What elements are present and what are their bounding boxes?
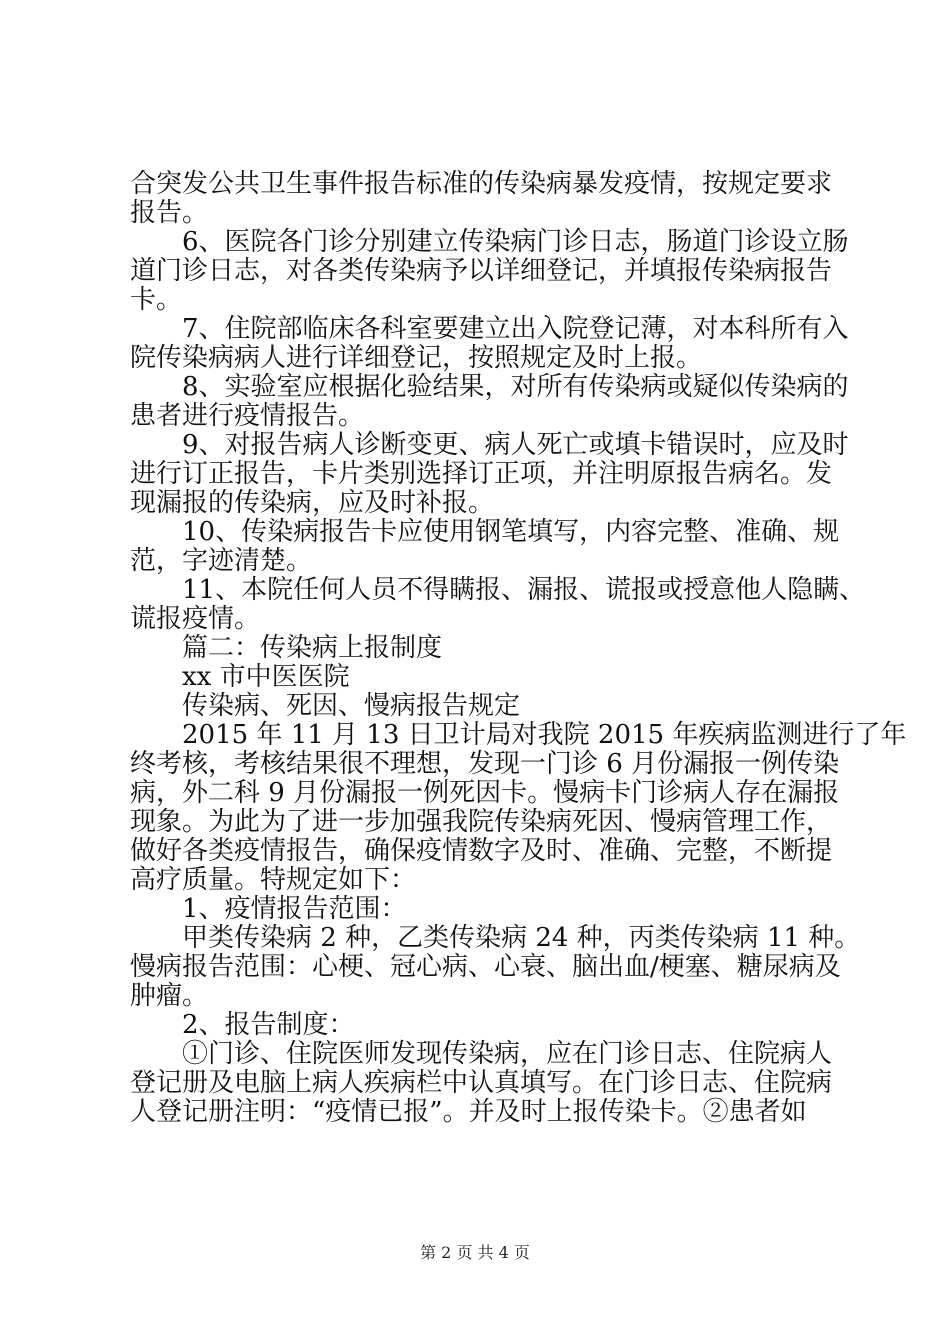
regulation-title: 传染病、死因、慢病报告规定	[182, 691, 521, 721]
document-body	[130, 169, 907, 1127]
text-line: 9、对报告病人诊断变更、病人死亡或填卡错误时，应及时	[182, 430, 849, 460]
text-line: 院传染病病人进行详细登记，按照规定及时上报。	[130, 343, 703, 373]
text-line: 做好各类疫情报告，确保疫情数字及时、准确、完整，不断提	[130, 836, 833, 866]
text-line: 2015 年 11 月 13 日卫计局对我院 2015 年疾病监测进行了年	[182, 720, 907, 750]
text-line: 道门诊日志，对各类传染病予以详细登记，并填报传染病报告	[130, 256, 833, 286]
text-line: 7、住院部临床各科室要建立出入院登记薄，对本科所有入	[182, 314, 849, 344]
page-number-footer: 第 2 页 共 4 页	[420, 1243, 530, 1262]
text-line: 谎报疫情。	[130, 604, 261, 634]
text-line: 报告。	[130, 198, 209, 228]
text-line: 卡。	[130, 285, 183, 315]
text-line: 病，外二科 9 月份漏报一例死因卡。慢病卡门诊病人存在漏报	[130, 778, 840, 808]
text-line: 11、本院任何人员不得瞒报、漏报、谎报或授意他人隐瞒、	[182, 575, 866, 605]
text-line: 慢病报告范围：心梗、冠心病、心衰、脑出血/梗塞、糖尿病及	[130, 952, 841, 982]
text-line: 肿瘤。	[130, 981, 209, 1011]
text-line: 人登记册注明：“疫情已报”。并及时上报传染卡。②患者如	[130, 1097, 807, 1127]
text-line: 终考核，考核结果很不理想，发现一门诊 6 月份漏报一例传染	[130, 749, 840, 779]
text-line: 现漏报的传染病，应及时补报。	[130, 488, 495, 518]
text-line: ①门诊、住院医师发现传染病，应在门诊日志、住院病人	[182, 1039, 833, 1069]
text-line: 甲类传染病 2 种，乙类传染病 24 种，丙类传染病 11 种。	[182, 923, 861, 953]
text-line: 6、医院各门诊分别建立传染病门诊日志，肠道门诊设立肠	[182, 227, 849, 257]
section-heading: 篇二：传染病上报制度	[182, 633, 443, 663]
text-line: 进行订正报告，卡片类别选择订正项，并注明原报告病名。发	[130, 459, 833, 489]
text-line: 现象。为此为了进一步加强我院传染病死因、慢病管理工作，	[130, 807, 833, 837]
text-line: 高疗质量。特规定如下：	[130, 865, 417, 895]
hospital-name: xx 市中医医院	[182, 662, 350, 692]
text-line: 10、传染病报告卡应使用钢笔填写，内容完整、准确、规	[182, 517, 840, 547]
text-line: 1、疫情报告范围：	[182, 894, 407, 924]
text-line: 8、实验室应根据化验结果，对所有传染病或疑似传染病的	[182, 372, 849, 402]
text-line: 合突发公共卫生事件报告标准的传染病暴发疫情，按规定要求	[130, 169, 833, 199]
text-line: 范，字迹清楚。	[130, 546, 313, 576]
text-line: 登记册及电脑上病人疾病栏中认真填写。在门诊日志、住院病	[130, 1068, 833, 1098]
text-line: 患者进行疫情报告。	[130, 401, 365, 431]
text-line: 2、报告制度：	[182, 1010, 355, 1040]
